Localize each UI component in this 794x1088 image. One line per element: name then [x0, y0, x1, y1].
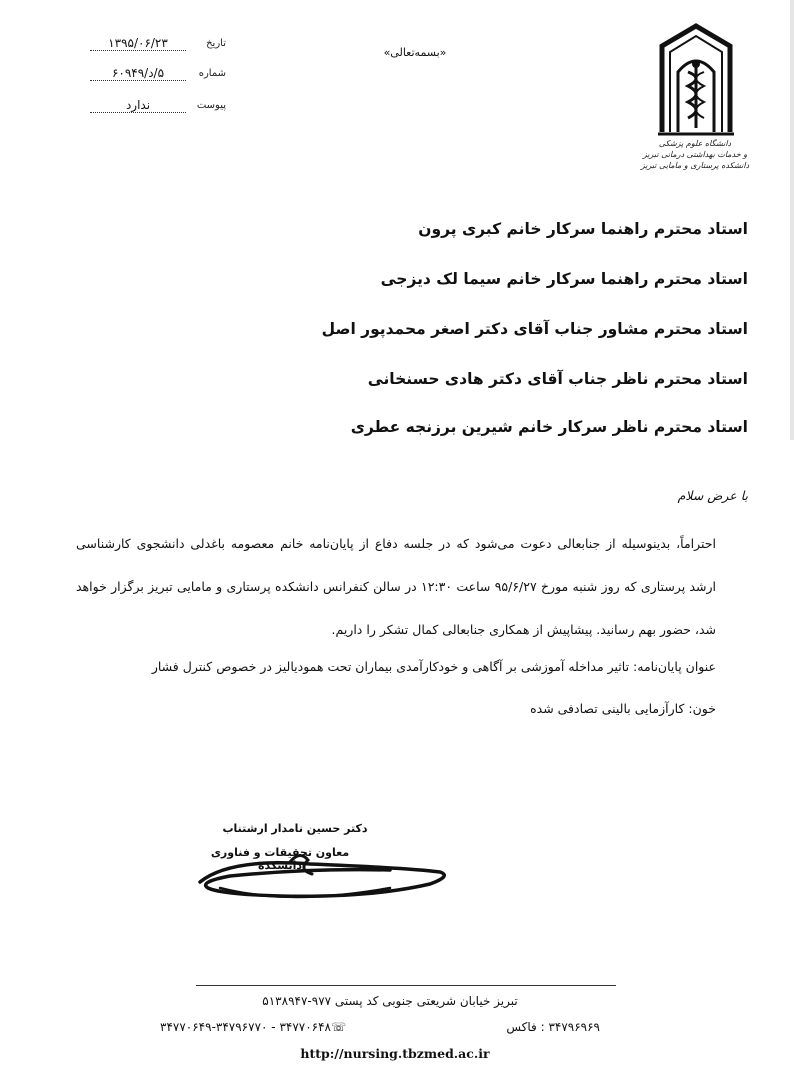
footer-website-link[interactable]: http://nursing.tbzmed.ac.ir: [300, 1046, 490, 1061]
signatory-title: معاون تحقیقات و فناوری دانشکده: [210, 846, 350, 872]
signatory-name: دکتر حسین نامدار ارشتناب: [222, 822, 368, 835]
date-label: تاریخ: [206, 38, 226, 49]
footer-address: تبریز خیابان شریعتی جنوبی کد پستی ۹۷۷-۵۱۳۸۹۴۷: [262, 994, 518, 1008]
thesis-title-line: خون: کارآزمایی بالینی تصادفی شده: [530, 701, 716, 716]
number-label: شماره: [198, 68, 226, 79]
logo-caption-line: و خدمات بهداشتی درمانی تبریز: [642, 150, 748, 159]
date-value: ۱۳۹۵/۰۶/۲۳: [90, 36, 186, 51]
attachment-label: پیوست: [196, 100, 226, 111]
logo-caption-line: دانشگاه علوم پزشکی: [658, 139, 732, 148]
addressee-line: استاد محترم مشاور جناب آقای دکتر اصغر محمدپور اصل: [321, 320, 748, 338]
thesis-title-line: عنوان پایان‌نامه: تاثیر مداخله آموزشی بر آگاهی و خودکارآمدی بیماران تحت همودیالیز در خصوص کنترل فشار: [151, 659, 716, 674]
footer-fax: ۳۴۷۹۶۹۶۹ : فاکس: [506, 1020, 600, 1034]
footer-contacts: [160, 1020, 600, 1038]
addressee-line: استاد محترم ناظر جناب آقای دکتر هادی حسنخانی: [367, 370, 748, 388]
addressee-line: استاد محترم ناظر سرکار خانم شیرین برزنجه عطری: [350, 418, 748, 436]
addressee-line: استاد محترم راهنما سرکار خانم سیما لک دیزجی: [380, 270, 748, 288]
footer-divider: [196, 985, 616, 986]
thesis-title: [76, 646, 716, 730]
logo-caption: [630, 138, 760, 171]
addressee-line: استاد محترم راهنما سرکار خانم کبری پرون: [418, 220, 748, 238]
handwritten-signature: [190, 848, 460, 908]
invitation-paragraph: احتراماً، بدینوسیله از جنابعالی دعوت می‌شود که در جلسه دفاع از پایان‌نامه خانم معصومه باغدلی دانشجوی کارشناسی ارشد پرستاری که روز شنبه مورخ ۹۵/۶/۲۷ ساعت ۱۲:۳۰ در سالن کنفرانس دانشکده پرستاری و مامایی تبریز برگزار خواهد شد، حضور بهم رسانید. پیشاپیش از همکاری جنابعالی کمال تشکر را داریم.: [76, 536, 717, 637]
number-value: ۵/د/۶۰۹۴۹: [90, 66, 186, 81]
logo-caption-line: دانشکده پرستاری و مامایی تبریز: [640, 161, 750, 170]
attachment-value: ندارد: [90, 98, 186, 113]
date-row: [86, 36, 226, 54]
page-edge-shadow: [790, 0, 794, 440]
greeting: با عرض سلام: [677, 488, 748, 503]
number-row: [86, 66, 226, 84]
attachment-row: [86, 98, 226, 116]
footer-phones: ☏۳۴۷۷۰۶۴۸ - ۳۴۷۷۰۶۴۹-۳۴۷۹۶۷۷۰: [160, 1020, 347, 1034]
bismillah: «بسمه‌تعالی»: [383, 46, 447, 59]
